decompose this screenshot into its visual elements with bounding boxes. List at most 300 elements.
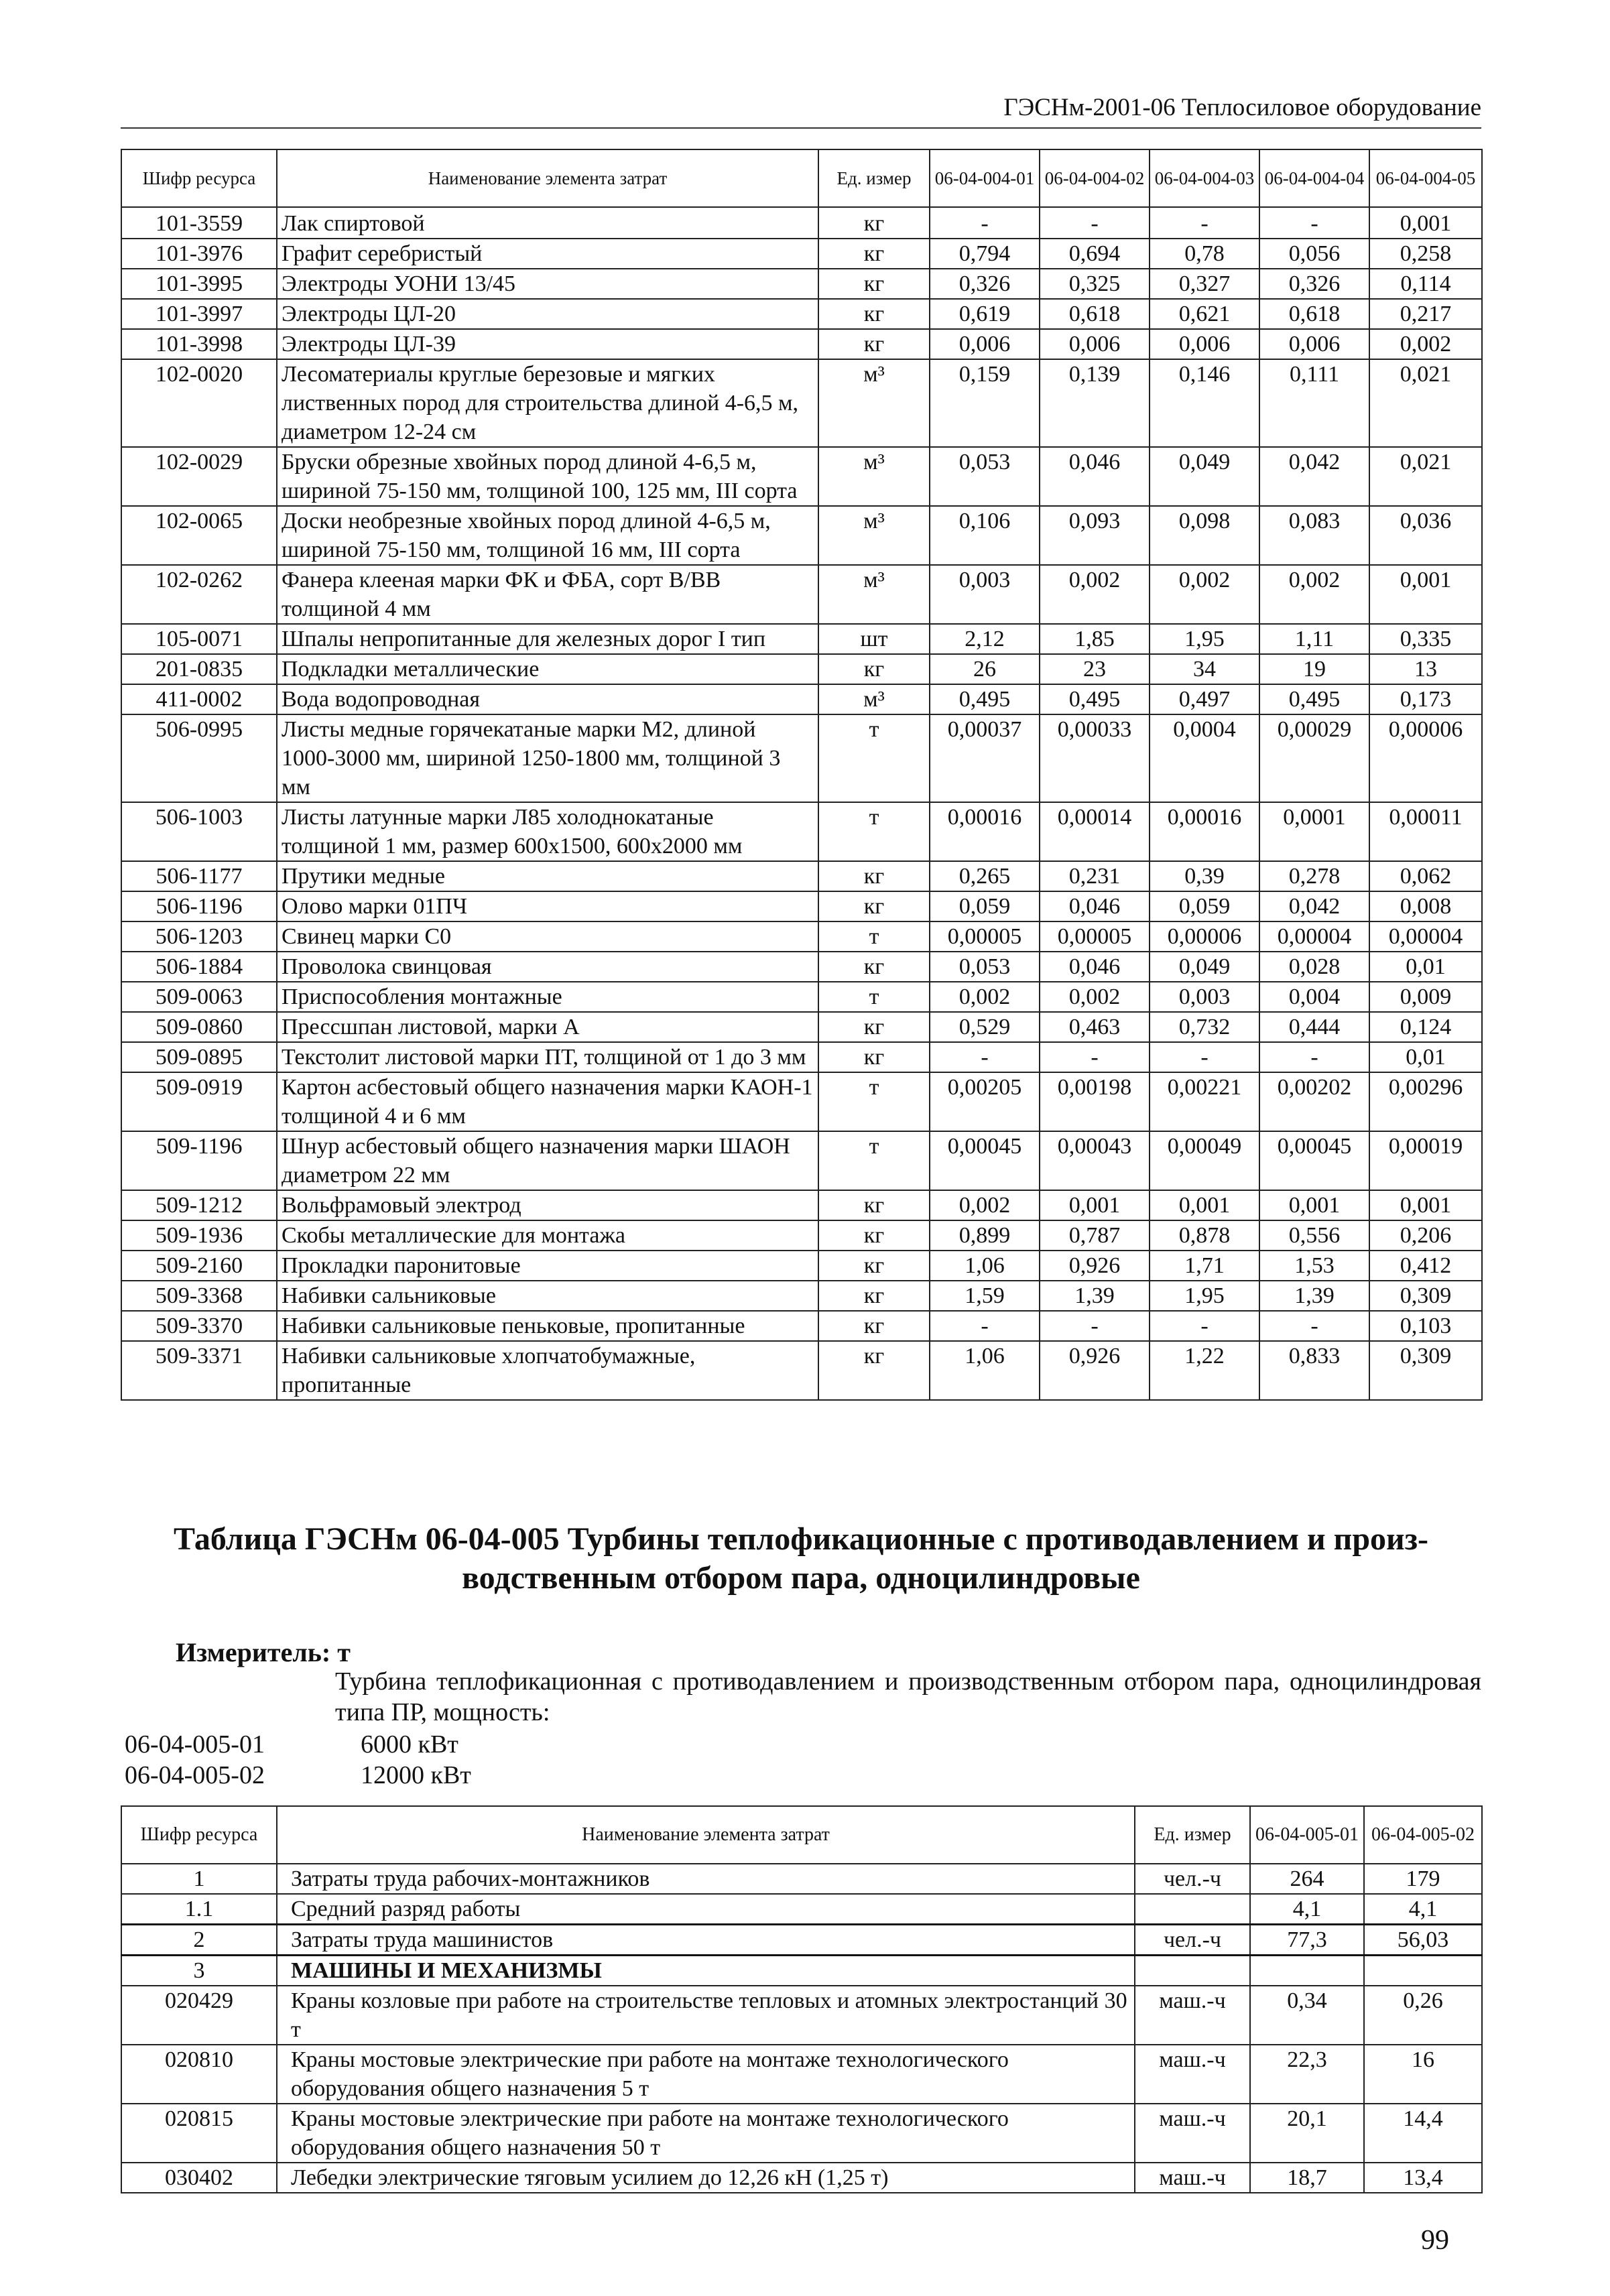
resource-value-3: 1,22	[1150, 1341, 1259, 1400]
resource-value-3: -	[1150, 207, 1259, 239]
table-row	[121, 2045, 1482, 2104]
resource-unit: кг	[818, 861, 930, 891]
resource-value-5: 0,01	[1369, 1042, 1482, 1072]
resource-value-3: -	[1150, 1311, 1259, 1341]
variant-value: 6000 кВт	[361, 1730, 458, 1759]
measure-unit	[176, 1637, 351, 1669]
resource-value-1: 0,265	[930, 861, 1040, 891]
resource-value-2	[1364, 1956, 1482, 1986]
column-header-unit: Ед. измер	[818, 149, 930, 207]
resource-value-1: 2,12	[930, 624, 1040, 654]
resource-name: Прутики медные	[277, 861, 818, 891]
resource-unit: маш.-ч	[1135, 2104, 1250, 2163]
table-row	[121, 654, 1482, 684]
resource-unit: кг	[818, 1311, 930, 1341]
resource-value-2: 0,00014	[1040, 802, 1150, 861]
resource-value-3: 34	[1150, 654, 1259, 684]
resource-value-2: 179	[1364, 1864, 1482, 1894]
resource-value-3: 0,049	[1150, 447, 1259, 506]
resource-value-1: 0,003	[930, 565, 1040, 624]
resource-value-1: 0,794	[930, 239, 1040, 269]
resource-value-1: 0,34	[1250, 1986, 1364, 2045]
resource-name: Подкладки металлические	[277, 654, 818, 684]
resource-value-1	[1250, 1956, 1364, 1986]
resource-value-2: 0,002	[1040, 982, 1150, 1012]
resource-value-4: -	[1259, 1311, 1369, 1341]
resource-code: 020815	[121, 2104, 277, 2163]
resource-value-4: -	[1259, 1042, 1369, 1072]
resource-name: Скобы металлические для монтажа	[277, 1220, 818, 1251]
resource-name: Олово марки 01ПЧ	[277, 891, 818, 921]
resource-value-4: 0,028	[1259, 952, 1369, 982]
resource-unit: м³	[818, 684, 930, 714]
resource-unit: кг	[818, 1220, 930, 1251]
resource-name: Электроды ЦЛ-39	[277, 329, 818, 359]
resource-code: 509-3368	[121, 1281, 277, 1311]
resource-value-3: 1,95	[1150, 1281, 1259, 1311]
resource-value-5: 13	[1369, 654, 1482, 684]
resource-value-2: 0,046	[1040, 891, 1150, 921]
resource-value-4: 0,495	[1259, 684, 1369, 714]
table-title-line-2: водственным отбором пара, одноцилиндровые	[462, 1560, 1140, 1596]
column-header-variant-05: 06-04-004-05	[1369, 149, 1482, 207]
table-row	[121, 1925, 1482, 1956]
table-body	[121, 207, 1482, 1400]
resource-value-4: 1,11	[1259, 624, 1369, 654]
resource-table-06-04-005	[121, 1805, 1483, 2193]
variant-code: 06-04-005-02	[125, 1761, 265, 1789]
table-row	[121, 802, 1482, 861]
resource-value-5: 0,114	[1369, 269, 1482, 299]
column-header-unit: Ед. измер	[1135, 1806, 1250, 1864]
resource-code: 506-0995	[121, 714, 277, 802]
resource-unit: кг	[818, 1012, 930, 1042]
resource-value-5: 0,002	[1369, 329, 1482, 359]
table-row	[121, 1190, 1482, 1220]
resource-value-2: 0,093	[1040, 506, 1150, 565]
resource-code: 509-0063	[121, 982, 277, 1012]
resource-value-2: -	[1040, 1311, 1150, 1341]
table-header-row	[121, 1806, 1482, 1864]
resource-code: 509-3370	[121, 1311, 277, 1341]
table-row	[121, 2104, 1482, 2163]
resource-value-2: 0,00033	[1040, 714, 1150, 802]
variant-value: 12000 кВт	[361, 1761, 471, 1789]
resource-value-2: 0,694	[1040, 239, 1150, 269]
table-row	[121, 359, 1482, 447]
resource-value-1: 0,106	[930, 506, 1040, 565]
header-rule	[121, 127, 1481, 129]
resource-table-06-04-004	[121, 149, 1483, 1401]
resource-unit: м³	[818, 506, 930, 565]
table-row	[121, 2163, 1482, 2193]
resource-value-4: 0,056	[1259, 239, 1369, 269]
resource-name: Прессшпан листовой, марки А	[277, 1012, 818, 1042]
resource-value-3: -	[1150, 1042, 1259, 1072]
resource-value-1: 0,053	[930, 447, 1040, 506]
resource-value-4: 0,0001	[1259, 802, 1369, 861]
resource-code: 102-0262	[121, 565, 277, 624]
resource-value-2: 0,046	[1040, 447, 1150, 506]
table-row	[121, 921, 1482, 952]
measure-value: т	[337, 1637, 351, 1667]
resource-unit: т	[818, 1072, 930, 1131]
resource-value-5: 0,412	[1369, 1251, 1482, 1281]
resource-code: 101-3995	[121, 269, 277, 299]
resource-name: Картон асбестовый общего назначения марки КАОН-1 толщиной 4 и 6 мм	[277, 1072, 818, 1131]
resource-name: Графит серебристый	[277, 239, 818, 269]
resource-value-2: 13,4	[1364, 2163, 1482, 2193]
table-row	[121, 506, 1482, 565]
table-row	[121, 1042, 1482, 1072]
table-row	[121, 1251, 1482, 1281]
resource-value-1: 0,619	[930, 299, 1040, 329]
resource-value-2: 0,926	[1040, 1341, 1150, 1400]
resource-unit: чел.-ч	[1135, 1864, 1250, 1894]
resource-value-2: 0,002	[1040, 565, 1150, 624]
resource-value-3: 0,00221	[1150, 1072, 1259, 1131]
resource-code: 506-1203	[121, 921, 277, 952]
table-row	[121, 714, 1482, 802]
resource-code: 101-3997	[121, 299, 277, 329]
resource-unit: кг	[818, 1281, 930, 1311]
resource-value-5: 0,01	[1369, 952, 1482, 982]
resource-code: 102-0065	[121, 506, 277, 565]
resource-code: 509-2160	[121, 1251, 277, 1281]
resource-value-5: 0,001	[1369, 565, 1482, 624]
resource-unit: чел.-ч	[1135, 1925, 1250, 1956]
resource-code: 101-3559	[121, 207, 277, 239]
resource-name: Затраты труда рабочих-монтажников	[277, 1864, 1135, 1894]
resource-value-4: -	[1259, 207, 1369, 239]
resource-name: Набивки сальниковые	[277, 1281, 818, 1311]
column-header-code: Шифр ресурса	[121, 149, 277, 207]
resource-value-4: 0,042	[1259, 447, 1369, 506]
table-row	[121, 1864, 1482, 1894]
resource-value-4: 0,00029	[1259, 714, 1369, 802]
resource-unit	[1135, 1956, 1250, 1986]
resource-code: 1	[121, 1864, 277, 1894]
resource-value-2: 0,00005	[1040, 921, 1150, 952]
resource-value-2: 0,00043	[1040, 1131, 1150, 1190]
resource-value-1: 1,59	[930, 1281, 1040, 1311]
resource-value-1: 0,002	[930, 1190, 1040, 1220]
table-title	[121, 1520, 1481, 1598]
resource-unit: кг	[818, 891, 930, 921]
resource-code: 506-1003	[121, 802, 277, 861]
resource-name: Листы латунные марки Л85 холоднокатаные толщиной 1 мм, размер 600х1500, 600х2000 мм	[277, 802, 818, 861]
resource-value-1: 264	[1250, 1864, 1364, 1894]
resource-value-3: 0,003	[1150, 982, 1259, 1012]
resource-value-3: 0,78	[1150, 239, 1259, 269]
resource-name: Лебедки электрические тяговым усилием до 12,26 кН (1,25 т)	[277, 2163, 1135, 2193]
resource-value-2: 0,046	[1040, 952, 1150, 982]
resource-name: Краны мостовые электрические при работе на монтаже технологического оборудования общего назначения 5 т	[277, 2045, 1135, 2104]
resource-value-5: 0,021	[1369, 447, 1482, 506]
resource-unit: кг	[818, 1341, 930, 1400]
resource-value-5: 0,001	[1369, 1190, 1482, 1220]
resource-value-3: 0,006	[1150, 329, 1259, 359]
resource-code: 201-0835	[121, 654, 277, 684]
resource-value-2: 0,231	[1040, 861, 1150, 891]
table-row	[121, 1281, 1482, 1311]
resource-value-1: 4,1	[1250, 1894, 1364, 1925]
resource-unit: кг	[818, 329, 930, 359]
resource-unit: т	[818, 1131, 930, 1190]
resource-code: 506-1196	[121, 891, 277, 921]
resource-unit: кг	[818, 952, 930, 982]
resource-value-5: 0,00019	[1369, 1131, 1482, 1190]
resource-value-1: -	[930, 1311, 1040, 1341]
resource-value-5: 0,00011	[1369, 802, 1482, 861]
table-row	[121, 861, 1482, 891]
resource-unit: кг	[818, 269, 930, 299]
resource-code: 030402	[121, 2163, 277, 2193]
table-row	[121, 1220, 1482, 1251]
resource-value-1: 0,002	[930, 982, 1040, 1012]
resource-code: 101-3998	[121, 329, 277, 359]
resource-value-1: 18,7	[1250, 2163, 1364, 2193]
resource-value-2: 23	[1040, 654, 1150, 684]
resource-value-4: 0,618	[1259, 299, 1369, 329]
table-row	[121, 1311, 1482, 1341]
table-row	[121, 329, 1482, 359]
resource-unit: кг	[818, 1251, 930, 1281]
resource-value-1: 0,899	[930, 1220, 1040, 1251]
resource-value-1: 0,159	[930, 359, 1040, 447]
resource-value-2: 0,001	[1040, 1190, 1150, 1220]
resource-value-2: 56,03	[1364, 1925, 1482, 1956]
resource-value-3: 0,621	[1150, 299, 1259, 329]
table-title-line-1: Таблица ГЭСНм 06-04-005 Турбины теплофикационные с противодавлением и произ-	[174, 1521, 1428, 1557]
resource-code: 2	[121, 1925, 277, 1956]
resource-value-5: 0,009	[1369, 982, 1482, 1012]
resource-value-2: 0,463	[1040, 1012, 1150, 1042]
variant-code: 06-04-005-01	[125, 1730, 265, 1759]
resource-unit: маш.-ч	[1135, 2163, 1250, 2193]
resource-value-4: 0,004	[1259, 982, 1369, 1012]
resource-value-2: 14,4	[1364, 2104, 1482, 2163]
resource-name: Шнур асбестовый общего назначения марки ШАОН диаметром 22 мм	[277, 1131, 818, 1190]
resource-value-1: 0,00016	[930, 802, 1040, 861]
resource-value-1: 0,053	[930, 952, 1040, 982]
resource-unit: кг	[818, 1042, 930, 1072]
resource-value-5: 0,173	[1369, 684, 1482, 714]
resource-value-2: 0,006	[1040, 329, 1150, 359]
resource-value-3: 0,732	[1150, 1012, 1259, 1042]
resource-unit: кг	[818, 239, 930, 269]
resource-name: Свинец марки С0	[277, 921, 818, 952]
resource-value-3: 0,00016	[1150, 802, 1259, 861]
resource-name: Затраты труда машинистов	[277, 1925, 1135, 1956]
resource-value-4: 1,53	[1259, 1251, 1369, 1281]
column-header-variant-02: 06-04-004-02	[1040, 149, 1150, 207]
resource-value-2: 0,26	[1364, 1986, 1482, 2045]
measure-label: Измеритель:	[176, 1637, 331, 1667]
resource-value-5: 0,258	[1369, 239, 1482, 269]
resource-value-3: 0,497	[1150, 684, 1259, 714]
resource-value-4: 0,556	[1259, 1220, 1369, 1251]
resource-value-5: 0,335	[1369, 624, 1482, 654]
resource-unit: м³	[818, 447, 930, 506]
resource-name: Бруски обрезные хвойных пород длиной 4-6,5 м, шириной 75-150 мм, толщиной 100, 125 мм, III сорта	[277, 447, 818, 506]
resource-value-2: 4,1	[1364, 1894, 1482, 1925]
resource-value-2: 1,39	[1040, 1281, 1150, 1311]
resource-name: МАШИНЫ И МЕХАНИЗМЫ	[277, 1956, 1135, 1986]
resource-value-4: 0,326	[1259, 269, 1369, 299]
resource-name: Вольфрамовый электрод	[277, 1190, 818, 1220]
resource-name: Лак спиртовой	[277, 207, 818, 239]
table-row	[121, 952, 1482, 982]
resource-value-3: 0,049	[1150, 952, 1259, 982]
resource-unit: т	[818, 921, 930, 952]
resource-code: 102-0020	[121, 359, 277, 447]
resource-value-4: 0,833	[1259, 1341, 1369, 1400]
resource-value-2: 1,85	[1040, 624, 1150, 654]
resource-value-5: 0,00006	[1369, 714, 1482, 802]
resource-value-1: 0,326	[930, 269, 1040, 299]
table-row	[121, 447, 1482, 506]
resource-code: 509-0919	[121, 1072, 277, 1131]
column-header-variant-02: 06-04-005-02	[1364, 1806, 1482, 1864]
resource-value-2: 0,495	[1040, 684, 1150, 714]
resource-value-5: 0,309	[1369, 1281, 1482, 1311]
resource-unit: маш.-ч	[1135, 1986, 1250, 2045]
resource-name: Приспособления монтажные	[277, 982, 818, 1012]
resource-code: 509-1936	[121, 1220, 277, 1251]
resource-name: Лесоматериалы круглые березовые и мягких лиственных пород для строительства длиной 4-6,5 м, диаметром 12-24 см	[277, 359, 818, 447]
resource-value-5: 0,008	[1369, 891, 1482, 921]
table-row	[121, 1012, 1482, 1042]
resource-value-4: 0,001	[1259, 1190, 1369, 1220]
resource-value-5: 0,001	[1369, 207, 1482, 239]
resource-code: 3	[121, 1956, 277, 1986]
resource-value-1: 1,06	[930, 1251, 1040, 1281]
resource-value-3: 0,39	[1150, 861, 1259, 891]
resource-unit: м³	[818, 359, 930, 447]
resource-name: Электроды ЦЛ-20	[277, 299, 818, 329]
resource-name: Краны мостовые электрические при работе на монтаже технологического оборудования общего назначения 50 т	[277, 2104, 1135, 2163]
resource-value-5: 0,036	[1369, 506, 1482, 565]
resource-value-2: -	[1040, 207, 1150, 239]
resource-value-4: 0,444	[1259, 1012, 1369, 1042]
resource-value-1: 26	[930, 654, 1040, 684]
table-row	[121, 1894, 1482, 1925]
resource-value-2: 0,139	[1040, 359, 1150, 447]
resource-code: 1.1	[121, 1894, 277, 1925]
resource-unit: маш.-ч	[1135, 2045, 1250, 2104]
table-row	[121, 982, 1482, 1012]
variant-row	[125, 1760, 471, 1791]
table-header-row	[121, 149, 1482, 207]
resource-unit: кг	[818, 1190, 930, 1220]
resource-value-2: 0,618	[1040, 299, 1150, 329]
resource-value-5: 0,206	[1369, 1220, 1482, 1251]
resource-value-1: 0,00045	[930, 1131, 1040, 1190]
resource-code: 020810	[121, 2045, 277, 2104]
page-number: 99	[1421, 2225, 1449, 2256]
resource-value-4: 0,00202	[1259, 1072, 1369, 1131]
resource-code: 105-0071	[121, 624, 277, 654]
resource-name: Краны козловые при работе на строительстве тепловых и атомных электростанций 30 т	[277, 1986, 1135, 2045]
resource-value-1: 1,06	[930, 1341, 1040, 1400]
resource-value-5: 0,217	[1369, 299, 1482, 329]
column-header-variant-01: 06-04-004-01	[930, 149, 1040, 207]
resource-value-2: 0,787	[1040, 1220, 1150, 1251]
variant-row	[125, 1729, 458, 1760]
resource-unit: кг	[818, 654, 930, 684]
resource-value-3: 0,002	[1150, 565, 1259, 624]
resource-value-4: 0,006	[1259, 329, 1369, 359]
resource-value-4: 0,00045	[1259, 1131, 1369, 1190]
resource-value-4: 0,111	[1259, 359, 1369, 447]
resource-value-3: 0,327	[1150, 269, 1259, 299]
resource-name: Текстолит листовой марки ПТ, толщиной от 1 до 3 мм	[277, 1042, 818, 1072]
resource-value-3: 1,95	[1150, 624, 1259, 654]
resource-value-3: 0,146	[1150, 359, 1259, 447]
resource-name: Электроды УОНИ 13/45	[277, 269, 818, 299]
table-body	[121, 1864, 1482, 2193]
resource-value-3: 0,0004	[1150, 714, 1259, 802]
resource-unit: кг	[818, 299, 930, 329]
table-row	[121, 1072, 1482, 1131]
resource-name: Вода водопроводная	[277, 684, 818, 714]
resource-value-4: 0,083	[1259, 506, 1369, 565]
resource-code: 506-1884	[121, 952, 277, 982]
table-row	[121, 891, 1482, 921]
resource-value-2: 0,325	[1040, 269, 1150, 299]
resource-name: Набивки сальниковые хлопчатобумажные, пропитанные	[277, 1341, 818, 1400]
column-header-name: Наименование элемента затрат	[277, 149, 818, 207]
resource-unit: кг	[818, 207, 930, 239]
resource-value-3: 0,098	[1150, 506, 1259, 565]
resource-value-1: 0,006	[930, 329, 1040, 359]
resource-code: 101-3976	[121, 239, 277, 269]
work-description: Турбина теплофикационная с противодавлением и производственным отбором пара, одноцилиндровая типа ПР, мощность:	[335, 1667, 1481, 1726]
resource-unit: т	[818, 714, 930, 802]
resource-value-1: 0,495	[930, 684, 1040, 714]
resource-value-1: 0,059	[930, 891, 1040, 921]
resource-code: 020429	[121, 1986, 277, 2045]
resource-code: 102-0029	[121, 447, 277, 506]
resource-value-1: -	[930, 207, 1040, 239]
resource-value-4: 19	[1259, 654, 1369, 684]
page-header-title: ГЭСНм-2001-06 Теплосиловое оборудование	[1003, 94, 1481, 121]
resource-unit	[1135, 1894, 1250, 1925]
resource-unit: шт	[818, 624, 930, 654]
table-row	[121, 239, 1482, 269]
table-row	[121, 299, 1482, 329]
table-row	[121, 1986, 1482, 2045]
resource-name: Проволока свинцовая	[277, 952, 818, 982]
table-row	[121, 1341, 1482, 1400]
resource-value-1: 20,1	[1250, 2104, 1364, 2163]
resource-value-3: 0,001	[1150, 1190, 1259, 1220]
resource-value-4: 0,278	[1259, 861, 1369, 891]
resource-code: 411-0002	[121, 684, 277, 714]
resource-value-4: 0,002	[1259, 565, 1369, 624]
resource-value-3: 0,00049	[1150, 1131, 1259, 1190]
table-row	[121, 269, 1482, 299]
resource-name: Фанера клееная марки ФК и ФБА, сорт В/ВВ толщиной 4 мм	[277, 565, 818, 624]
resource-unit: т	[818, 802, 930, 861]
resource-value-5: 0,00004	[1369, 921, 1482, 952]
resource-value-1: -	[930, 1042, 1040, 1072]
table-row	[121, 207, 1482, 239]
resource-name: Набивки сальниковые пеньковые, пропитанные	[277, 1311, 818, 1341]
resource-code: 509-3371	[121, 1341, 277, 1400]
resource-unit: м³	[818, 565, 930, 624]
